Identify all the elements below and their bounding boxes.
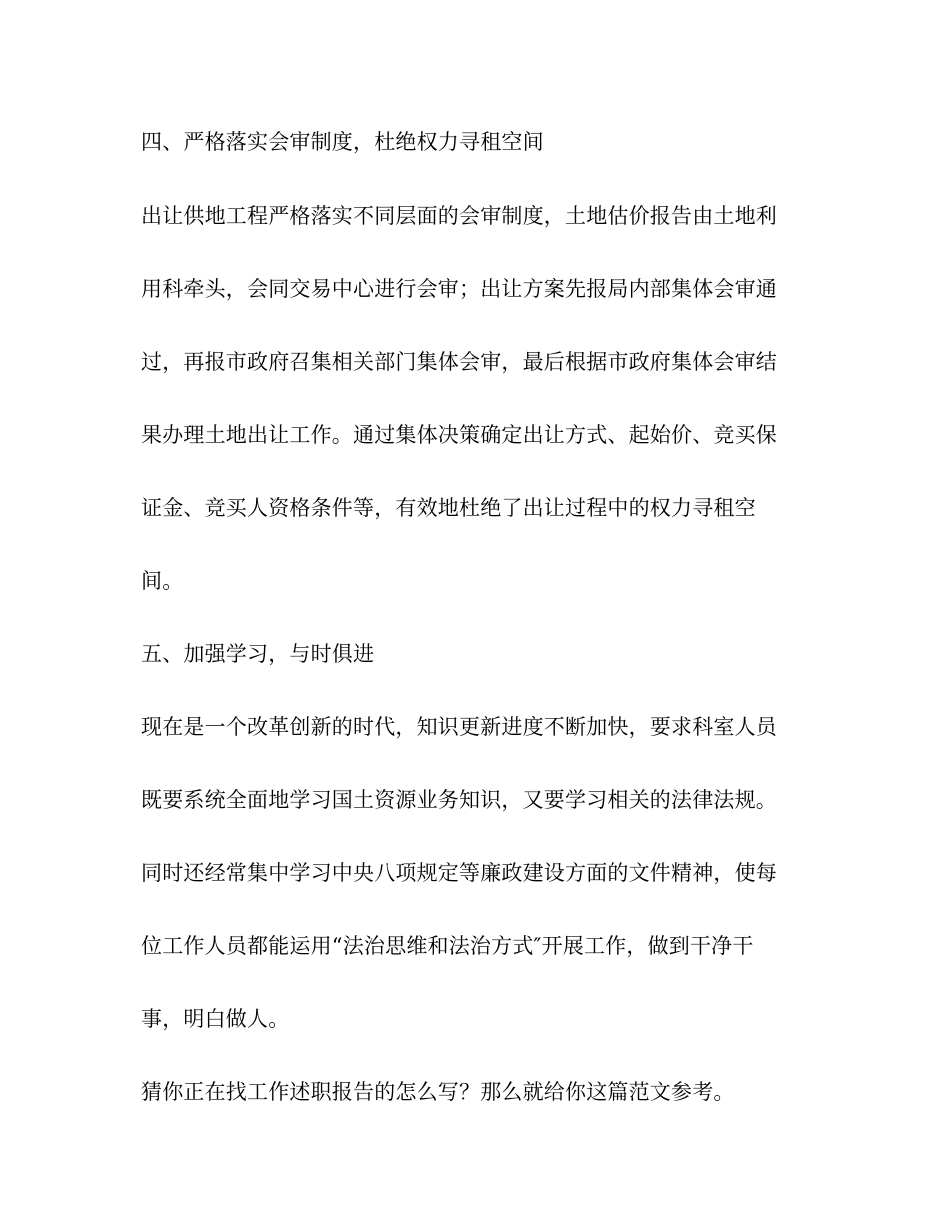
paragraph-line: 过，再报市政府召集相关部门集体会审，最后根据市政府集体会审结 xyxy=(141,350,777,374)
paragraph-line: 果办理土地出让工作。通过集体决策确定出让方式、起始价、竞买保 xyxy=(141,423,777,447)
paragraph-line: 现在是一个改革创新的时代，知识更新进度不断加快，要求科室人员 xyxy=(141,715,777,739)
section-heading-four: 四、严格落实会审制度，杜绝权力寻租空间 xyxy=(141,130,544,154)
paragraph-line: 间。 xyxy=(141,569,184,593)
paragraph-line: 用科牵头，会同交易中心进行会审；出让方案先报局内部集体会审通 xyxy=(141,277,777,301)
paragraph-line: 出让供地工程严格落实不同层面的会审制度，土地估价报告由土地利 xyxy=(141,204,777,228)
paragraph-line: 既要系统全面地学习国土资源业务知识，又要学习相关的法律法规。 xyxy=(141,788,777,812)
paragraph-line: 事，明白做人。 xyxy=(141,1007,290,1031)
paragraph-line: 证金、竞买人资格条件等，有效地杜绝了出让过程中的权力寻租空 xyxy=(141,496,756,520)
closing-line: 猜你正在找工作述职报告的怎么写？那么就给你这篇范文参考。 xyxy=(141,1080,735,1104)
paragraph-line: 位工作人员都能运用“法治思维和法治方式″开展工作，做到干净干 xyxy=(141,934,754,958)
section-heading-five: 五、加强学习，与时俱进 xyxy=(141,642,375,666)
paragraph-line: 同时还经常集中学习中央八项规定等廉政建设方面的文件精神，使每 xyxy=(141,861,777,885)
